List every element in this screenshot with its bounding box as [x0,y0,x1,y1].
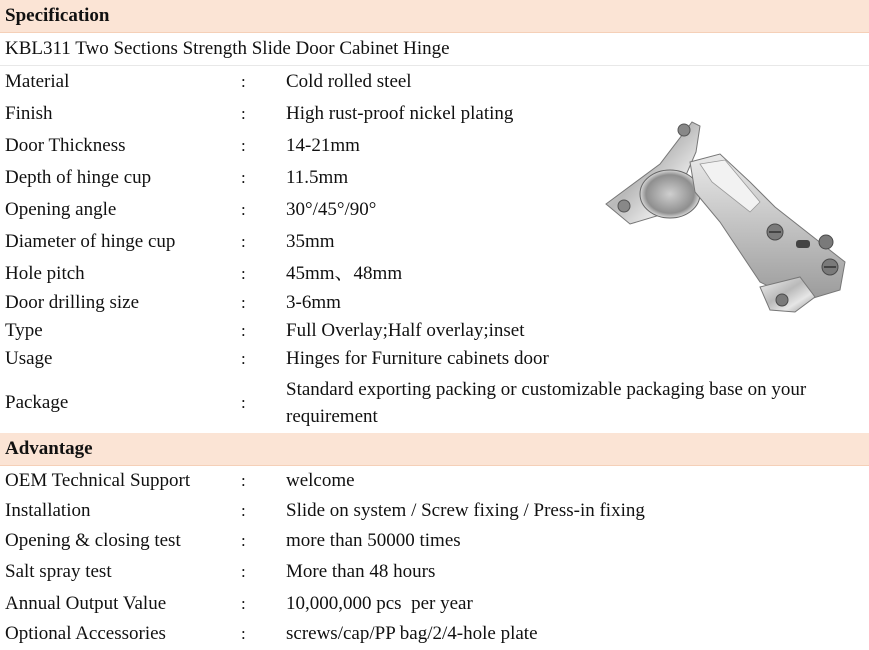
advantage-value: Slide on system / Screw fixing / Press-in fixing [286,500,645,521]
specification-heading: Specification [5,5,110,26]
separator: : [241,200,246,219]
spec-value: Cold rolled steel [286,71,412,92]
spec-label: Hole pitch [5,263,85,284]
spec-label: Opening angle [5,199,117,220]
advantage-value: screws/cap/PP bag/2/4-hole plate [286,623,538,644]
separator: : [241,104,246,123]
advantage-label: Installation [5,500,91,521]
advantage-value: welcome [286,470,355,491]
specification-header [0,0,869,33]
spec-label: Depth of hinge cup [5,167,152,188]
separator: : [241,393,246,412]
product-title: KBL311 Two Sections Strength Slide Door Cabinet Hinge [5,38,450,59]
spec-label: Material [5,71,70,92]
spec-label: Diameter of hinge cup [5,231,176,252]
advantage-value: More than 48 hours [286,561,436,582]
hinge-product-image [600,112,860,317]
spec-value: High rust-proof nickel plating [286,103,514,124]
advantage-row-salt-spray [0,557,869,587]
advantage-label: Annual Output Value [5,593,167,614]
advantage-label: Opening & closing test [5,530,181,551]
separator: : [241,349,246,368]
spec-label: Type [5,320,43,341]
advantage-row-accessories [0,619,869,649]
hinge-cup-plate [606,122,700,224]
advantage-header [0,433,869,466]
spec-row-material [0,66,869,98]
spec-value: 35mm [286,231,335,252]
spec-value: 45mm、48mm [286,263,403,284]
hinge-arm [690,154,845,302]
spec-label: Usage [5,348,53,369]
advantage-value: 10,000,000 pcs per year [286,593,473,614]
product-title-row [0,33,869,66]
spec-value: 11.5mm [286,167,349,188]
spec-label: Door Thickness [5,135,126,156]
spec-row-usage [0,345,869,373]
separator: : [241,501,246,520]
spec-label: Door drilling size [5,292,140,313]
advantage-label: OEM Technical Support [5,470,191,491]
separator: : [241,136,246,155]
spec-row-package [0,375,869,431]
advantage-heading: Advantage [5,438,93,459]
advantage-row-oem [0,466,869,496]
separator: : [241,321,246,340]
spec-value: Hinges for Furniture cabinets door [286,348,549,369]
spec-value: 30°/45°/90° [286,199,377,220]
separator: : [241,232,246,251]
spec-value: 3-6mm [286,292,341,313]
advantage-value: more than 50000 times [286,530,461,551]
advantage-label: Salt spray test [5,561,112,582]
spec-value: Standard exporting packing or customizable packaging base on your requirement [286,379,807,427]
separator: : [241,594,246,613]
spec-label: Package [5,392,69,413]
advantage-row-installation [0,496,869,526]
separator: : [241,168,246,187]
separator: : [241,264,246,283]
advantage-row-output [0,589,869,619]
spec-value: Full Overlay;Half overlay;inset [286,320,525,341]
separator: : [241,531,246,550]
spec-label: Finish [5,103,53,124]
separator: : [241,562,246,581]
separator: : [241,293,246,312]
spec-row-type [0,317,869,345]
advantage-row-cycle-test [0,526,869,556]
advantage-label: Optional Accessories [5,623,166,644]
separator: : [241,624,246,643]
separator: : [241,72,246,91]
separator: : [241,471,246,490]
spec-value: 14-21mm [286,135,360,156]
